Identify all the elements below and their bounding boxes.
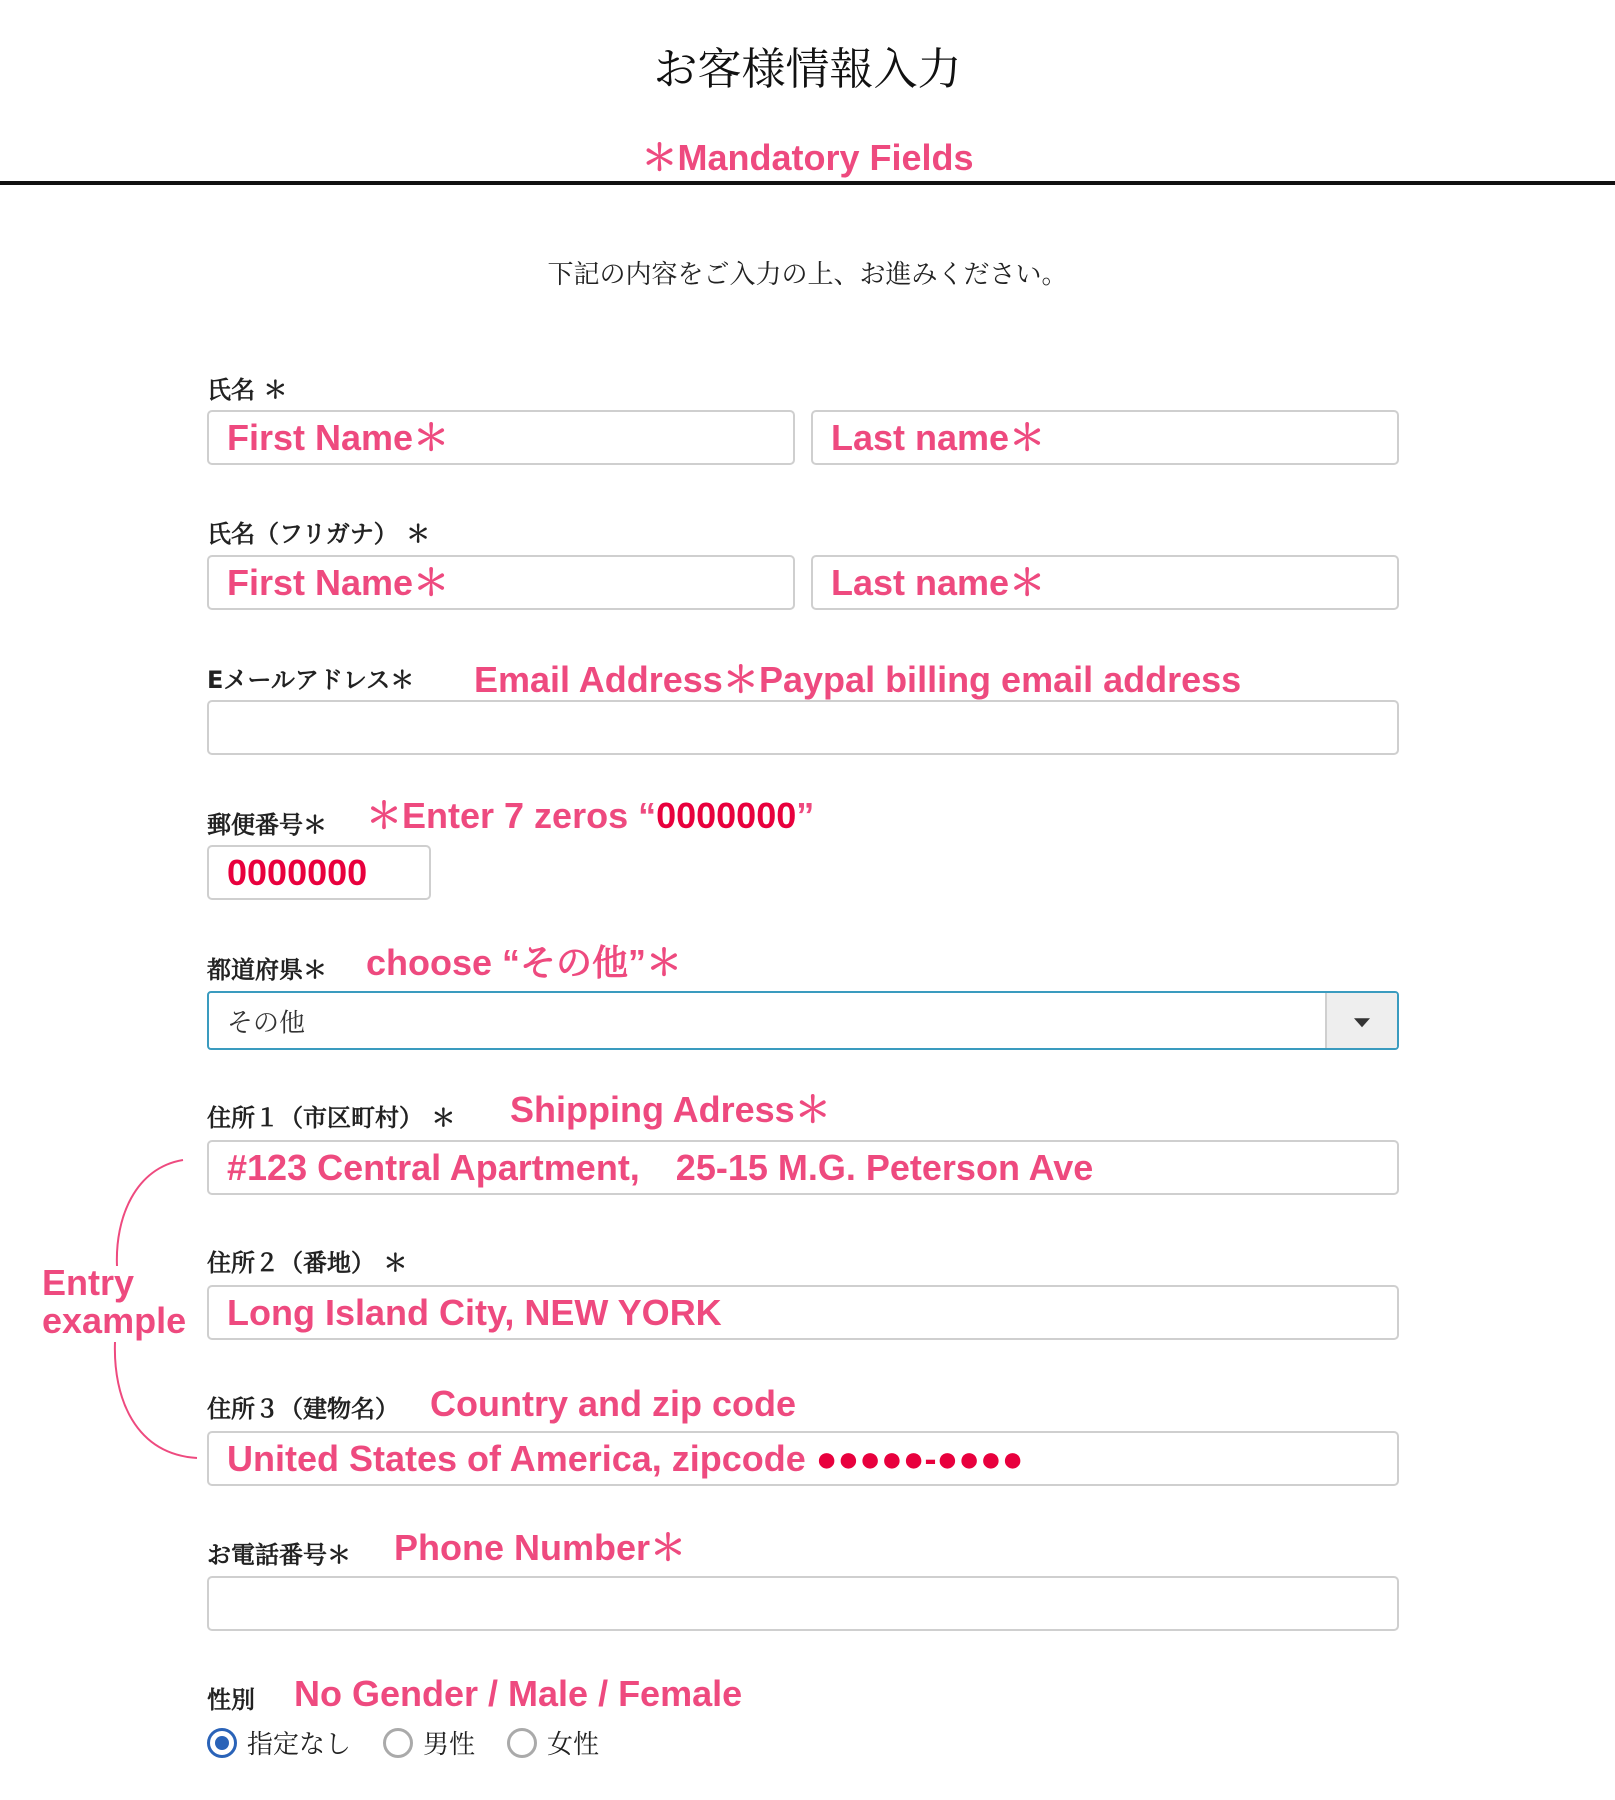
email-label: Eメールアドレス＊: [207, 666, 415, 694]
gender-hint: No Gender / Male / Female: [294, 1673, 743, 1714]
kana-last-name-hint: Last name＊: [831, 561, 1046, 603]
address2-input[interactable]: [207, 1285, 1399, 1340]
last-name-input[interactable]: [811, 410, 1399, 465]
address3-input[interactable]: [207, 1431, 1399, 1486]
entry-example-note: [42, 1264, 186, 1340]
entry-example-line2: example: [42, 1300, 187, 1341]
gender-option-female[interactable]: [507, 1724, 599, 1761]
email-paypal-hint: Paypal billing email address: [759, 659, 1242, 700]
intro-text: 下記の内容をご入力の上、お進みください。: [547, 260, 1068, 290]
postal-code-value: 0000000: [227, 851, 368, 893]
prefecture-dropdown-button[interactable]: [1325, 993, 1397, 1048]
entry-example-line1: Entry: [42, 1262, 135, 1303]
chevron-down-icon: [1354, 1018, 1370, 1027]
gender-option-male[interactable]: [383, 1724, 475, 1761]
prefecture-select[interactable]: [207, 991, 1399, 1050]
page-title: お客様情報入力: [653, 44, 962, 95]
address1-value: #123 Central Apartment, 25-15 M.G. Peterson Ave: [227, 1146, 1094, 1188]
address3-hint: Country and zip code: [430, 1383, 797, 1424]
address2-value: Long Island City, NEW YORK: [227, 1291, 722, 1333]
kana-last-name-input[interactable]: [811, 555, 1399, 610]
mandatory-fields-note: ＊Mandatory Fields: [641, 137, 974, 178]
radio-unchecked-icon[interactable]: [507, 1728, 537, 1758]
postal-label: 郵便番号＊: [207, 811, 327, 839]
phone-hint: Phone Number＊: [394, 1527, 687, 1568]
radio-unchecked-icon[interactable]: [383, 1728, 413, 1758]
address3-value: [227, 1437, 1024, 1479]
address1-hint: Shipping Adress＊: [510, 1089, 831, 1130]
address3-value-text: United States of America, zipcode: [227, 1437, 816, 1479]
first-name-hint: First Name＊: [227, 416, 450, 458]
header-divider: [0, 181, 1615, 185]
postal-hint-suffix: ”: [796, 795, 815, 836]
kana-first-name-input[interactable]: [207, 555, 795, 610]
prefecture-hint: choose “その他”＊: [366, 942, 683, 983]
phone-label: お電話番号＊: [207, 1541, 351, 1569]
address1-input[interactable]: [207, 1140, 1399, 1195]
last-name-hint: Last name＊: [831, 416, 1046, 458]
prefecture-selected-value: その他: [227, 1008, 306, 1038]
address1-label: 住所１（市区町村） ＊: [207, 1104, 456, 1132]
postal-hint-zeros: 0000000: [656, 795, 797, 836]
postal-hint: [366, 795, 815, 836]
first-name-input[interactable]: [207, 410, 795, 465]
gender-option-none-label: 指定なし: [247, 1730, 352, 1760]
email-hint: Email Address＊: [474, 659, 759, 700]
prefecture-label: 都道府県＊: [207, 956, 327, 984]
radio-checked-icon[interactable]: [207, 1728, 237, 1758]
email-field[interactable]: [207, 700, 1399, 755]
address3-zip-dots: ●●●●●-●●●●: [815, 1437, 1024, 1479]
kana-first-name-hint: First Name＊: [227, 561, 450, 603]
postal-hint-prefix: ＊Enter 7 zeros “: [366, 795, 657, 836]
postal-code-input[interactable]: [207, 845, 431, 900]
name-label: 氏名 ＊: [207, 376, 288, 404]
phone-field[interactable]: [207, 1576, 1399, 1631]
kana-label: 氏名（フリガナ） ＊: [207, 520, 431, 548]
address2-label: 住所２（番地） ＊: [207, 1249, 408, 1277]
gender-option-female-label: 女性: [547, 1730, 600, 1760]
gender-label: 性別: [207, 1686, 255, 1714]
address3-label: 住所３（建物名）: [207, 1395, 399, 1423]
gender-radio-group: [207, 1724, 631, 1761]
gender-option-male-label: 男性: [423, 1730, 476, 1760]
gender-option-none[interactable]: [207, 1724, 351, 1761]
